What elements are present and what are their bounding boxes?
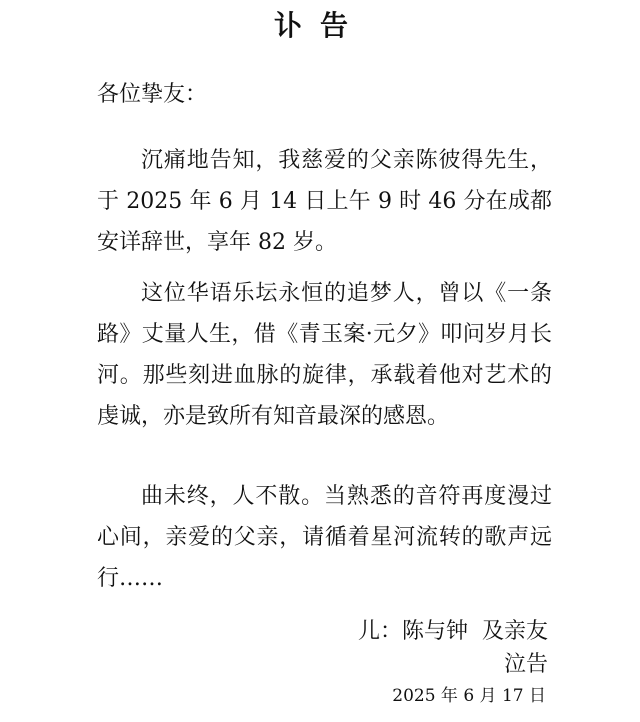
signature-family: 儿：陈与钟 及亲友 — [358, 619, 548, 644]
page-title: 讣告 — [273, 9, 366, 42]
paragraph-tribute: 这位华语乐坛永恒的追梦人，曾以《一条路》丈量人生，借《青玉案·元夕》叩问岁月长河。那些刻进血脉的旋律，承载着他对艺术的虔诚，亦是致所有知音最深的感恩。 — [97, 281, 552, 429]
signature-date: 2025 年 6 月 17 日 — [392, 686, 546, 706]
salutation: 各位挚友： — [97, 82, 208, 107]
signature-notice: 泣告 — [503, 652, 548, 677]
paragraph-announcement: 沉痛地告知，我慈爱的父亲陈彼得先生，于 2025 年 6 月 14 日上午 9 时 46 分在成都安详辞世，享年 82 岁。 — [97, 148, 552, 255]
paragraph-farewell: 曲未终，人不散。当熟悉的音符再度漫过心间，亲爱的父亲，请循着星河流转的歌声远行…… — [97, 484, 552, 591]
